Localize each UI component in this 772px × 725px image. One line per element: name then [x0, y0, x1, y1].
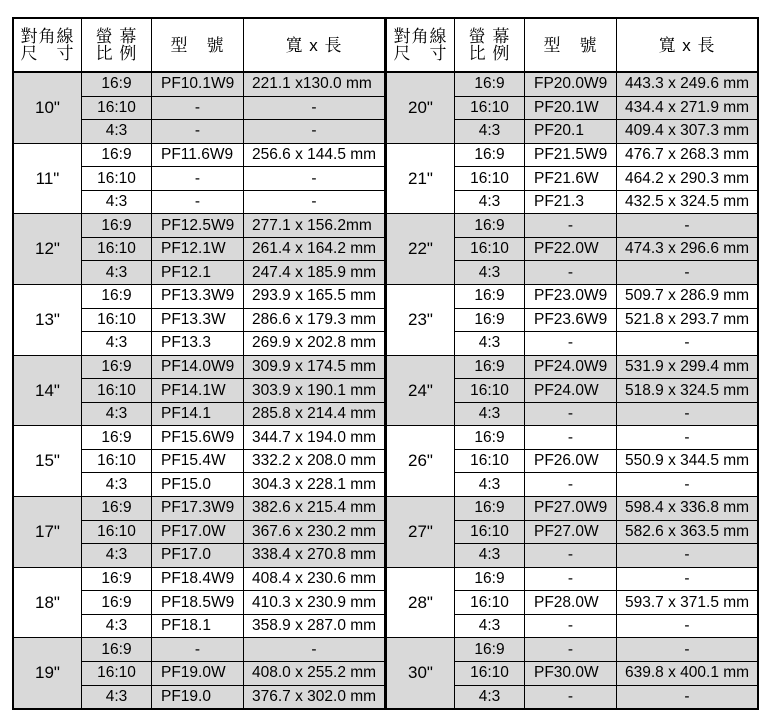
- dimension-cell: 344.7 x 194.0 mm: [252, 428, 377, 446]
- table-row: [455, 191, 757, 214]
- ratio-rows: [455, 356, 757, 426]
- header-model: 型 號: [152, 19, 244, 71]
- diagonal-size-cell: 23": [387, 285, 455, 355]
- table-row: [82, 144, 384, 168]
- dimension-cell: 277.1 x 156.2mm: [252, 216, 372, 234]
- model-cell: PF13.3W: [152, 309, 244, 332]
- ratio-rows: [82, 426, 384, 496]
- dimension-cell: -: [684, 405, 690, 423]
- aspect-ratio-cell: 16:9: [455, 426, 525, 449]
- size-group: [387, 285, 757, 356]
- aspect-ratio-cell: 4:3: [455, 615, 525, 638]
- table-row: [82, 309, 384, 333]
- table-row: [455, 686, 757, 709]
- table-row: [455, 73, 757, 97]
- header-dimensions: 寬 x 長: [285, 35, 343, 55]
- aspect-ratio-cell: 16:10: [455, 97, 525, 120]
- dimension-cell: -: [684, 475, 690, 493]
- table-row: [455, 450, 757, 474]
- header-size-line1: 對角線: [20, 27, 75, 46]
- model-cell: -: [525, 568, 617, 591]
- aspect-ratio-cell: 16:10: [455, 450, 525, 473]
- table-row: [455, 473, 757, 496]
- model-cell: PF19.0W: [152, 662, 244, 685]
- header-dimensions: 寬 x 長: [658, 35, 716, 55]
- table-row: [82, 568, 384, 592]
- dimension-cell: 432.5 x 324.5 mm: [625, 193, 750, 211]
- table-row: [455, 144, 757, 168]
- ratio-rows: [455, 73, 757, 143]
- ratio-rows: [455, 285, 757, 355]
- aspect-ratio-cell: 16:9: [82, 356, 152, 379]
- dimension-cell: 332.2 x 208.0 mm: [252, 452, 377, 470]
- dimension-cell: 221.1 x130.0 mm: [252, 75, 372, 93]
- dimension-cell: -: [684, 334, 690, 352]
- header-ratio-line2: 比 例: [468, 44, 511, 63]
- diagonal-size-cell: 27": [387, 497, 455, 567]
- model-cell: PF15.4W: [152, 450, 244, 473]
- aspect-ratio-cell: 4:3: [455, 473, 525, 496]
- dimension-cell: 256.6 x 144.5 mm: [252, 145, 377, 163]
- aspect-ratio-cell: 16:10: [82, 450, 152, 473]
- model-cell: -: [152, 97, 244, 120]
- dimension-cell: -: [684, 216, 690, 234]
- aspect-ratio-cell: 4:3: [455, 120, 525, 143]
- aspect-ratio-cell: 16:9: [455, 285, 525, 308]
- model-cell: PF12.1: [152, 261, 244, 284]
- dimension-cell: -: [311, 169, 317, 187]
- dimension-cell: 464.2 x 290.3 mm: [625, 169, 750, 187]
- size-group: [387, 426, 757, 497]
- header-row: [387, 19, 757, 73]
- aspect-ratio-cell: 4:3: [455, 403, 525, 426]
- model-cell: PF20.1: [525, 120, 617, 143]
- dimension-cell: 639.8 x 400.1 mm: [625, 664, 750, 682]
- header-aspect-ratio: [455, 19, 525, 71]
- aspect-ratio-cell: 16:9: [455, 638, 525, 661]
- table-row: [82, 379, 384, 403]
- table-row: [455, 309, 757, 333]
- aspect-ratio-cell: 4:3: [455, 544, 525, 567]
- aspect-ratio-cell: 16:9: [455, 73, 525, 96]
- dimension-cell: 443.3 x 249.6 mm: [625, 75, 750, 93]
- model-cell: PF15.6W9: [152, 426, 244, 449]
- diagonal-size-cell: 21": [387, 144, 455, 214]
- table-row: [455, 120, 757, 143]
- model-cell: PF17.3W9: [152, 497, 244, 520]
- model-cell: PF17.0: [152, 544, 244, 567]
- aspect-ratio-cell: 16:9: [455, 144, 525, 167]
- dimension-cell: 358.9 x 287.0 mm: [252, 617, 377, 635]
- table-row: [455, 285, 757, 309]
- size-group: [14, 73, 384, 144]
- dimension-cell: -: [684, 428, 690, 446]
- dimension-cell: 338.4 x 270.8 mm: [252, 546, 377, 564]
- dimension-cell: -: [684, 617, 690, 635]
- aspect-ratio-cell: 16:10: [455, 521, 525, 544]
- table-row: [82, 521, 384, 545]
- dimension-cell: 598.4 x 336.8 mm: [625, 499, 750, 517]
- dimension-cell: -: [311, 193, 317, 211]
- dimension-cell: -: [684, 569, 690, 587]
- table-row: [82, 120, 384, 143]
- table-row: [455, 214, 757, 238]
- ratio-rows: [455, 144, 757, 214]
- dimension-cell: 476.7 x 268.3 mm: [625, 145, 750, 163]
- dimension-cell: 531.9 x 299.4 mm: [625, 357, 750, 375]
- dimension-cell: -: [684, 263, 690, 281]
- model-cell: -: [152, 167, 244, 190]
- model-cell: -: [525, 261, 617, 284]
- aspect-ratio-cell: 16:9: [82, 497, 152, 520]
- table-row: [82, 686, 384, 709]
- model-cell: PF23.0W9: [525, 285, 617, 308]
- table-row: [82, 615, 384, 638]
- table-row: [455, 167, 757, 191]
- ratio-rows: [455, 426, 757, 496]
- header-size-line2: 尺 寸: [393, 44, 448, 63]
- aspect-ratio-cell: 4:3: [82, 332, 152, 355]
- size-group: [387, 356, 757, 427]
- table-row: [82, 403, 384, 426]
- aspect-ratio-cell: 16:9: [82, 591, 152, 614]
- size-group: [387, 144, 757, 215]
- size-group: [387, 497, 757, 568]
- size-group: [387, 73, 757, 144]
- dimension-cell: 582.6 x 363.5 mm: [625, 522, 750, 540]
- table-row: [455, 497, 757, 521]
- aspect-ratio-cell: 16:10: [82, 521, 152, 544]
- aspect-ratio-cell: 4:3: [82, 686, 152, 709]
- aspect-ratio-cell: 4:3: [82, 120, 152, 143]
- dimension-cell: 474.3 x 296.6 mm: [625, 240, 750, 258]
- table-row: [82, 238, 384, 262]
- table-row: [82, 73, 384, 97]
- model-cell: PF17.0W: [152, 521, 244, 544]
- header-aspect-ratio: [82, 19, 152, 71]
- table-row: [82, 285, 384, 309]
- spec-table: [12, 17, 759, 710]
- model-cell: PF13.3: [152, 332, 244, 355]
- model-cell: PF15.0: [152, 473, 244, 496]
- table-row: [455, 97, 757, 121]
- dimension-cell: 382.6 x 215.4 mm: [252, 499, 377, 517]
- model-cell: PF21.6W: [525, 167, 617, 190]
- model-cell: PF14.1W: [152, 379, 244, 402]
- model-cell: PF22.0W: [525, 238, 617, 261]
- ratio-rows: [82, 356, 384, 426]
- table-row: [82, 638, 384, 662]
- dimension-cell: 286.6 x 179.3 mm: [252, 310, 377, 328]
- ratio-rows: [82, 144, 384, 214]
- dimension-cell: 409.4 x 307.3 mm: [625, 122, 750, 140]
- aspect-ratio-cell: 16:9: [82, 568, 152, 591]
- model-cell: PF21.5W9: [525, 144, 617, 167]
- aspect-ratio-cell: 16:9: [455, 497, 525, 520]
- header-row: [14, 19, 384, 73]
- aspect-ratio-cell: 16:10: [455, 591, 525, 614]
- aspect-ratio-cell: 16:9: [82, 73, 152, 96]
- header-diagonal-size: [14, 19, 82, 71]
- size-group: [14, 568, 384, 639]
- size-group: [14, 214, 384, 285]
- size-group: [14, 356, 384, 427]
- header-ratio-line1: 螢 幕: [468, 27, 511, 46]
- table-row: [455, 544, 757, 567]
- aspect-ratio-cell: 16:9: [82, 426, 152, 449]
- aspect-ratio-cell: 16:10: [455, 167, 525, 190]
- aspect-ratio-cell: 4:3: [82, 615, 152, 638]
- model-cell: -: [525, 403, 617, 426]
- table-row: [82, 497, 384, 521]
- size-groups: [387, 73, 757, 708]
- model-cell: -: [152, 191, 244, 214]
- header-model: 型 號: [525, 19, 617, 71]
- table-row: [82, 450, 384, 474]
- diagonal-size-cell: 10": [14, 73, 82, 143]
- table-row: [82, 544, 384, 567]
- dimension-cell: 376.7 x 302.0 mm: [252, 687, 377, 705]
- diagonal-size-cell: 12": [14, 214, 82, 284]
- diagonal-size-cell: 20": [387, 73, 455, 143]
- dimension-cell: 410.3 x 230.9 mm: [252, 593, 377, 611]
- header-diagonal-size: [387, 19, 455, 71]
- model-cell: -: [152, 638, 244, 661]
- aspect-ratio-cell: 16:10: [455, 662, 525, 685]
- model-cell: PF30.0W: [525, 662, 617, 685]
- ratio-rows: [455, 214, 757, 284]
- aspect-ratio-cell: 16:10: [82, 379, 152, 402]
- model-cell: -: [525, 214, 617, 237]
- dimension-cell: -: [684, 546, 690, 564]
- aspect-ratio-cell: 4:3: [455, 686, 525, 709]
- dimension-cell: 593.7 x 371.5 mm: [625, 593, 750, 611]
- aspect-ratio-cell: 4:3: [455, 332, 525, 355]
- table-right-half: [387, 19, 757, 708]
- dimension-cell: -: [684, 640, 690, 658]
- dimension-cell: 434.4 x 271.9 mm: [625, 98, 750, 116]
- table-row: [455, 403, 757, 426]
- table-row: [82, 662, 384, 686]
- model-cell: PF11.6W9: [152, 144, 244, 167]
- table-row: [82, 332, 384, 355]
- table-row: [455, 332, 757, 355]
- aspect-ratio-cell: 16:9: [82, 214, 152, 237]
- table-row: [455, 426, 757, 450]
- size-group: [387, 638, 757, 708]
- model-cell: PF28.0W: [525, 591, 617, 614]
- table-row: [455, 238, 757, 262]
- table-row: [82, 591, 384, 615]
- aspect-ratio-cell: 16:9: [455, 356, 525, 379]
- diagonal-size-cell: 13": [14, 285, 82, 355]
- dimension-cell: 309.9 x 174.5 mm: [252, 357, 377, 375]
- diagonal-size-cell: 22": [387, 214, 455, 284]
- table-row: [455, 638, 757, 662]
- table-row: [82, 214, 384, 238]
- dimension-cell: 550.9 x 344.5 mm: [625, 452, 750, 470]
- table-row: [82, 356, 384, 380]
- dimension-cell: 261.4 x 164.2 mm: [252, 240, 377, 258]
- diagonal-size-cell: 18": [14, 568, 82, 638]
- model-cell: PF14.0W9: [152, 356, 244, 379]
- ratio-rows: [82, 638, 384, 708]
- aspect-ratio-cell: 16:10: [455, 379, 525, 402]
- dimension-cell: -: [311, 122, 317, 140]
- model-cell: PF19.0: [152, 686, 244, 709]
- model-cell: -: [525, 544, 617, 567]
- dimension-cell: 293.9 x 165.5 mm: [252, 287, 377, 305]
- size-group: [387, 214, 757, 285]
- aspect-ratio-cell: 16:10: [82, 309, 152, 332]
- table-row: [82, 97, 384, 121]
- ratio-rows: [82, 214, 384, 284]
- model-cell: PF24.0W: [525, 379, 617, 402]
- ratio-rows: [455, 638, 757, 708]
- dimension-cell: 518.9 x 324.5 mm: [625, 381, 750, 399]
- model-cell: PF27.0W: [525, 521, 617, 544]
- table-row: [455, 521, 757, 545]
- dimension-cell: 367.6 x 230.2 mm: [252, 522, 377, 540]
- dimension-cell: 521.8 x 293.7 mm: [625, 310, 750, 328]
- aspect-ratio-cell: 4:3: [82, 473, 152, 496]
- table-row: [82, 191, 384, 214]
- header-ratio-line1: 螢 幕: [95, 27, 138, 46]
- aspect-ratio-cell: 16:9: [455, 568, 525, 591]
- aspect-ratio-cell: 16:10: [82, 97, 152, 120]
- model-cell: -: [525, 332, 617, 355]
- model-cell: PF24.0W9: [525, 356, 617, 379]
- aspect-ratio-cell: 4:3: [82, 544, 152, 567]
- ratio-rows: [82, 285, 384, 355]
- size-group: [14, 285, 384, 356]
- size-group: [14, 638, 384, 708]
- model-cell: -: [525, 638, 617, 661]
- model-cell: PF18.1: [152, 615, 244, 638]
- size-group: [14, 497, 384, 568]
- dimension-cell: 303.9 x 190.1 mm: [252, 381, 377, 399]
- ratio-rows: [455, 497, 757, 567]
- table-row: [82, 426, 384, 450]
- size-groups: [14, 73, 384, 708]
- aspect-ratio-cell: 16:9: [455, 309, 525, 332]
- dimension-cell: -: [311, 640, 317, 658]
- aspect-ratio-cell: 16:10: [82, 167, 152, 190]
- diagonal-size-cell: 17": [14, 497, 82, 567]
- table-row: [82, 261, 384, 284]
- diagonal-size-cell: 24": [387, 356, 455, 426]
- ratio-rows: [82, 73, 384, 143]
- aspect-ratio-cell: 16:10: [455, 238, 525, 261]
- dimension-cell: 285.8 x 214.4 mm: [252, 405, 377, 423]
- table-left-half: [14, 19, 387, 708]
- aspect-ratio-cell: 4:3: [455, 261, 525, 284]
- model-cell: PF27.0W9: [525, 497, 617, 520]
- table-row: [455, 591, 757, 615]
- table-row: [455, 662, 757, 686]
- model-cell: PF21.3: [525, 191, 617, 214]
- ratio-rows: [82, 497, 384, 567]
- model-cell: PF18.5W9: [152, 591, 244, 614]
- header-size-line1: 對角線: [393, 27, 448, 46]
- diagonal-size-cell: 26": [387, 426, 455, 496]
- header-ratio-line2: 比 例: [95, 44, 138, 63]
- dimension-cell: 304.3 x 228.1 mm: [252, 475, 377, 493]
- model-cell: -: [525, 426, 617, 449]
- model-cell: FP20.0W9: [525, 73, 617, 96]
- diagonal-size-cell: 30": [387, 638, 455, 708]
- model-cell: PF14.1: [152, 403, 244, 426]
- table-row: [455, 568, 757, 592]
- table-row: [455, 615, 757, 638]
- model-cell: PF13.3W9: [152, 285, 244, 308]
- table-row: [455, 379, 757, 403]
- model-cell: PF10.1W9: [152, 73, 244, 96]
- size-group: [14, 144, 384, 215]
- aspect-ratio-cell: 16:9: [455, 214, 525, 237]
- aspect-ratio-cell: 4:3: [82, 403, 152, 426]
- aspect-ratio-cell: 4:3: [82, 261, 152, 284]
- model-cell: -: [525, 686, 617, 709]
- dimension-cell: 509.7 x 286.9 mm: [625, 287, 750, 305]
- model-cell: PF26.0W: [525, 450, 617, 473]
- dimension-cell: -: [311, 98, 317, 116]
- dimension-cell: 247.4 x 185.9 mm: [252, 263, 377, 281]
- diagonal-size-cell: 19": [14, 638, 82, 708]
- model-cell: PF20.1W: [525, 97, 617, 120]
- model-cell: -: [152, 120, 244, 143]
- table-row: [455, 356, 757, 380]
- size-group: [14, 426, 384, 497]
- size-group: [387, 568, 757, 639]
- ratio-rows: [455, 568, 757, 638]
- diagonal-size-cell: 15": [14, 426, 82, 496]
- model-cell: PF18.4W9: [152, 568, 244, 591]
- aspect-ratio-cell: 16:9: [82, 285, 152, 308]
- table-row: [455, 261, 757, 284]
- dimension-cell: 408.0 x 255.2 mm: [252, 664, 377, 682]
- diagonal-size-cell: 28": [387, 568, 455, 638]
- model-cell: -: [525, 473, 617, 496]
- aspect-ratio-cell: 16:9: [82, 638, 152, 661]
- model-cell: PF23.6W9: [525, 309, 617, 332]
- dimension-cell: 269.9 x 202.8 mm: [252, 334, 377, 352]
- diagonal-size-cell: 14": [14, 356, 82, 426]
- model-cell: PF12.5W9: [152, 214, 244, 237]
- dimension-cell: -: [684, 687, 690, 705]
- table-row: [82, 473, 384, 496]
- aspect-ratio-cell: 16:10: [82, 238, 152, 261]
- diagonal-size-cell: 11": [14, 144, 82, 214]
- model-cell: PF12.1W: [152, 238, 244, 261]
- dimension-cell: 408.4 x 230.6 mm: [252, 569, 377, 587]
- aspect-ratio-cell: 4:3: [455, 191, 525, 214]
- table-row: [82, 167, 384, 191]
- ratio-rows: [82, 568, 384, 638]
- aspect-ratio-cell: 16:10: [82, 662, 152, 685]
- model-cell: -: [525, 615, 617, 638]
- header-size-line2: 尺 寸: [20, 44, 75, 63]
- aspect-ratio-cell: 16:9: [82, 144, 152, 167]
- aspect-ratio-cell: 4:3: [82, 191, 152, 214]
